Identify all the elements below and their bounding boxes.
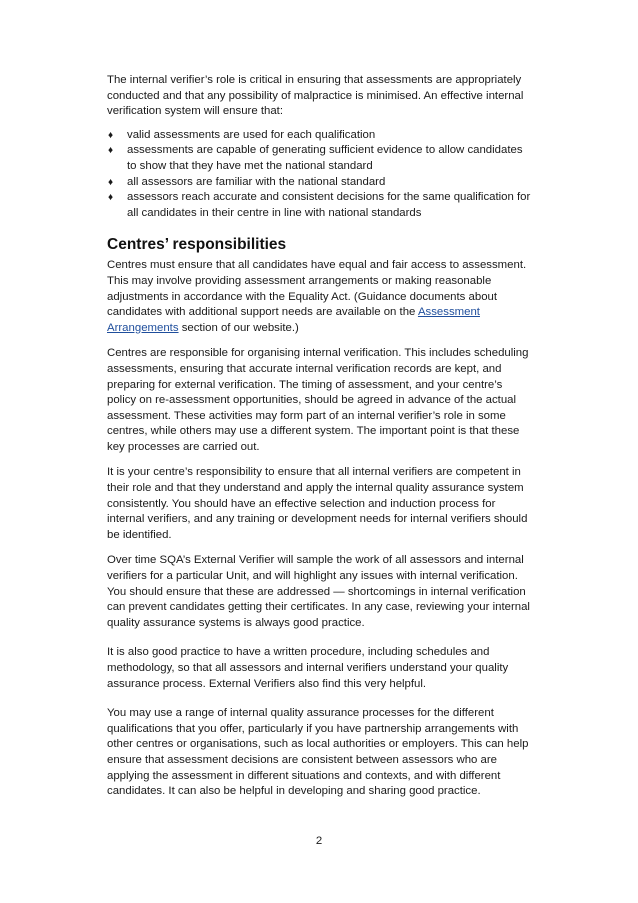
access-paragraph bbox=[107, 258, 532, 336]
organising-paragraph: Centres are responsible for organising internal verification. This includes scheduling assessments, ensuring that accurate internal verification records are kept, and preparing for external verification. The timing of assessment, and your centre’s policy on re-assessment opportunities, should be agreed in advance of the actual assessment. These activities may form part of an internal verifier’s role in some centres, while others may use a different system. The important point is that these key processes are carried out. bbox=[107, 347, 529, 453]
bullet-text: all assessors are familiar with the national standard bbox=[127, 175, 386, 188]
page-number: 2 bbox=[315, 835, 323, 847]
section-heading: Centres’ responsibilities bbox=[107, 236, 287, 254]
intro-paragraph: The internal verifier’s role is critical in ensuring that assessments are appropriately conducted and that any possibility of malpractice is minimised. An effective internal verification system will ensure that: bbox=[107, 74, 524, 118]
list-item bbox=[107, 190, 532, 221]
bullet-text: assessors reach accurate and consistent decisions for the same qualification for all candidates in their centre in line with national standards bbox=[127, 191, 531, 219]
list-item bbox=[107, 128, 532, 144]
diamond-bullet-icon: ♦ bbox=[108, 192, 114, 204]
diamond-bullet-icon: ♦ bbox=[108, 145, 114, 157]
diamond-bullet-icon: ♦ bbox=[108, 176, 114, 188]
bullet-text: assessments are capable of generating sufficient evidence to allow candidates to show that they have met the national standard bbox=[127, 144, 523, 172]
quality-processes-paragraph: You may use a range of internal quality assurance processes for the different qualifications that you offer, particularly if you have partnership arrangements with other centres or organisations, such as local authorities or employers. This can help ensure that assessment decisions are consistent between assessors who are applying the assessment in different situations and contexts, and with different candidates. It can also be helpful in developing and sharing good practice. bbox=[107, 707, 529, 798]
competence-paragraph: It is your centre’s responsibility to ensure that all internal verifiers are competent in their role and that they understand and apply the internal quality assurance system consistently. You should have an effective selection and induction process for internal verifiers, and any training or development needs for internal verifiers should be identified. bbox=[107, 466, 528, 541]
written-procedure-paragraph: It is also good practice to have a written procedure, including schedules and methodology, so that all assessors and internal verifiers understand your quality assurance process. External Verifiers also find this very helpful. bbox=[107, 646, 509, 690]
list-item bbox=[107, 143, 532, 174]
document-page bbox=[107, 73, 532, 810]
assessment-arrangements-link[interactable]: Assessment Arrangements bbox=[107, 306, 480, 334]
list-item bbox=[107, 175, 532, 191]
access-text-before: Centres must ensure that all candidates have equal and fair access to assessment. This may involve providing assessment arrangements or making reasonable adjustments in accordance with the Equality Act. (Guidance documents about candidates with additional support needs are available on the bbox=[107, 259, 527, 319]
diamond-bullet-icon: ♦ bbox=[108, 129, 114, 141]
external-verifier-paragraph: Over time SQA’s External Verifier will sample the work of all assessors and internal verifiers for a particular Unit, and will highlight any issues with internal verification. You should ensure that these are addressed — shortcomings in internal verification can prevent candidates getting their certificates. In any case, reviewing your internal quality assurance systems is always good practice. bbox=[107, 554, 530, 629]
bullet-text: valid assessments are used for each qualification bbox=[127, 128, 376, 141]
bullet-list bbox=[107, 128, 532, 222]
access-text-after: section of our website.) bbox=[178, 321, 299, 334]
